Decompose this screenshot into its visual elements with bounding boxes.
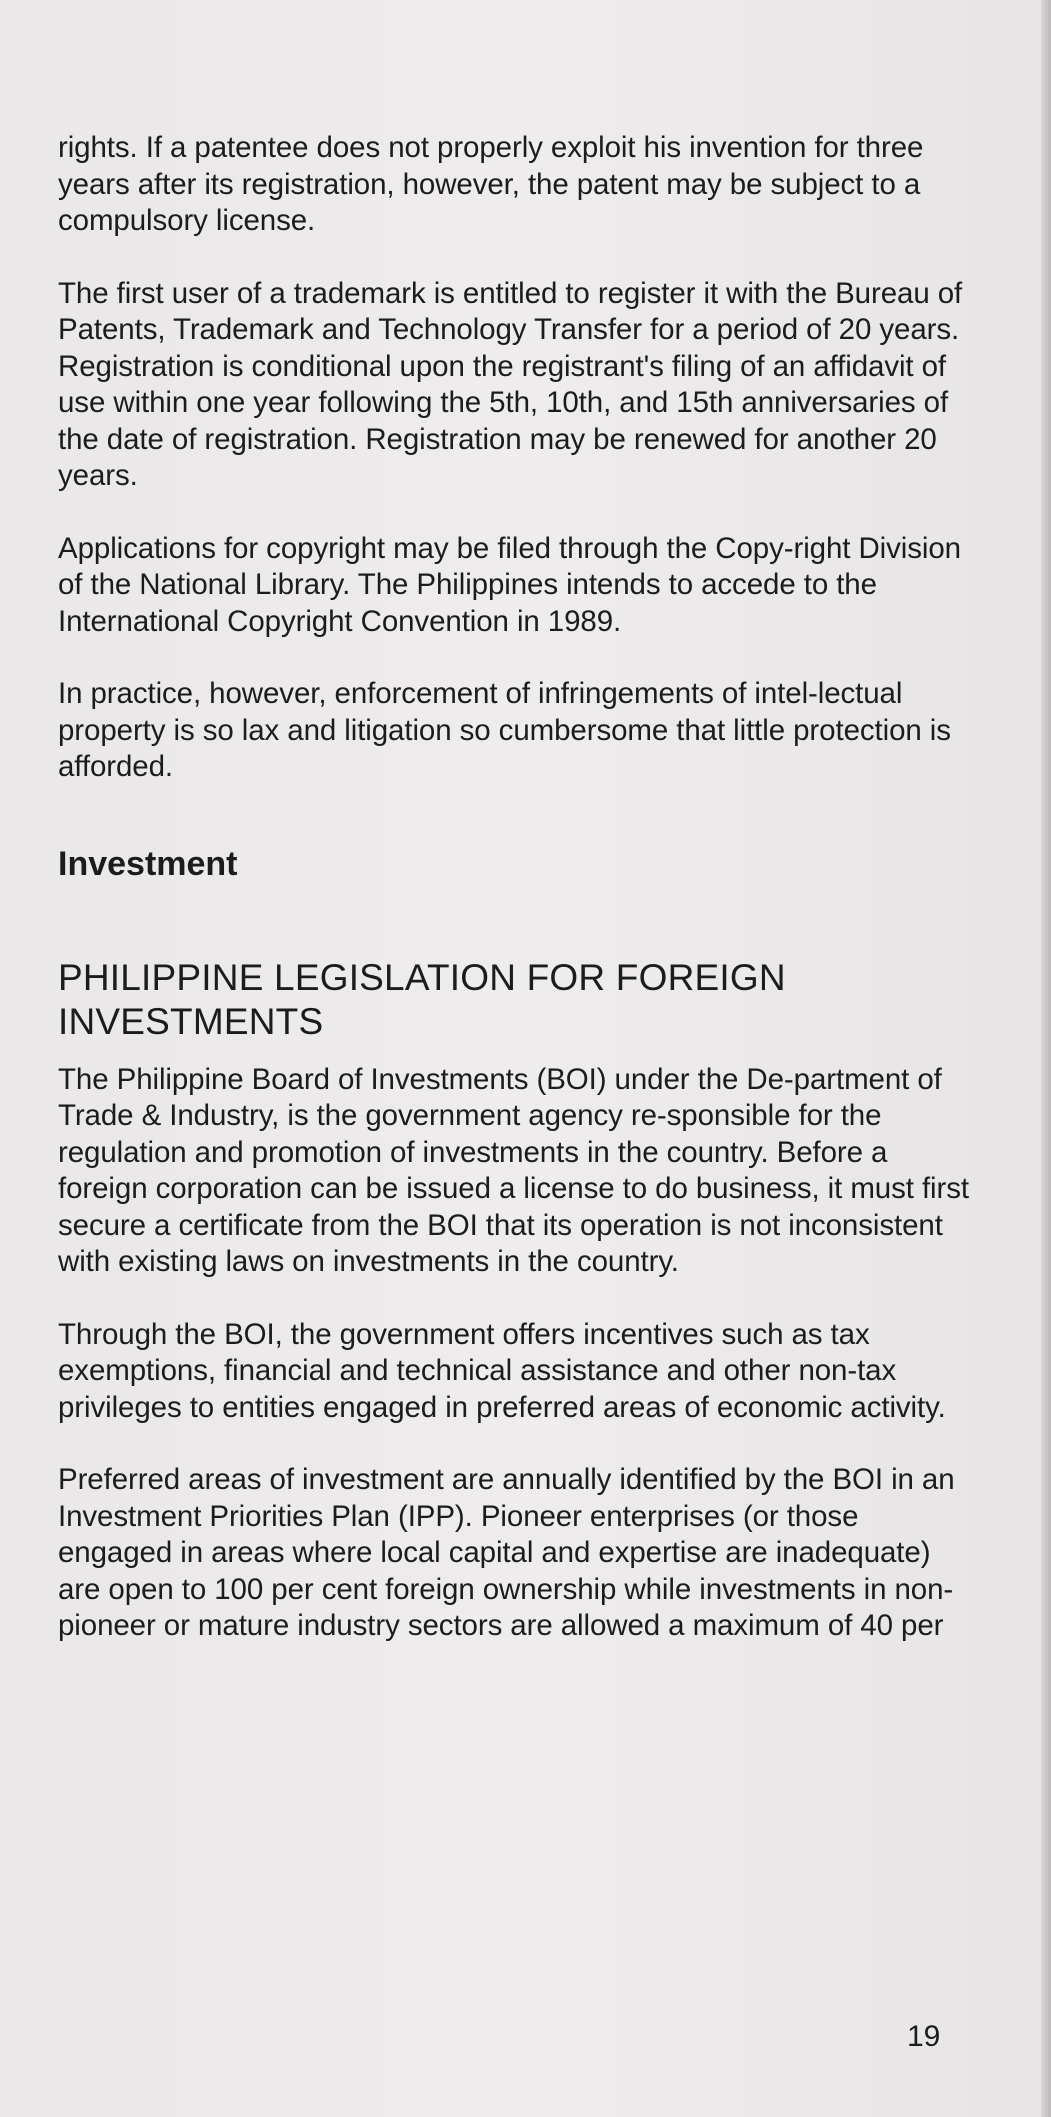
paragraph-enforcement: In practice, however, enforcement of infringements of intel-lectual property is so lax and litigation so cumbersome that little protection is afforded. xyxy=(58,677,951,783)
paragraph-patent-license: rights. If a patentee does not properly exploit his invention for three years after its registration, however, the patent may be subject to a compulsory license. xyxy=(58,131,924,237)
page-spine-edge xyxy=(1041,0,1051,2117)
subsection-heading-legislation: PHILIPPINE LEGISLATION FOR FOREIGN INVESTMENTS xyxy=(58,956,786,1042)
paragraph-incentives: Through the BOI, the government offers incentives such as tax exemptions, financial and technical assistance and other non-tax privileges to entities engaged in preferred areas of economic activity. xyxy=(58,1317,946,1424)
paragraph-boi: The Philippine Board of Investments (BOI) under the De-partment of Trade & Industry, is the government agency re-sponsible for the regulation and promotion of investments in the country. Before a foreign corporation can be issued a license to do business, it must first secure a certificate from the BOI that its operation is not inconsistent with existing laws on investments in the country. xyxy=(58,1062,969,1278)
paragraph-preferred-areas: Preferred areas of investment are annually identified by the BOI in an Investment Priorities Plan (IPP). Pioneer enterprises (or those engaged in areas where local capital and expertise are inadequate) are open to 100 per cent foreign ownership while investments in non-pioneer or mature industry sectors are allowed a maximum of 40 per xyxy=(58,1463,955,1642)
section-heading-investment: Investment xyxy=(58,844,238,883)
page-number: 19 xyxy=(907,2020,941,2053)
paragraph-copyright: Applications for copyright may be filed through the Copy-right Division of the National Library. The Philippines intends to accede to the International Copyright Convention in 1989. xyxy=(58,531,961,638)
paragraph-trademark: The first user of a trademark is entitled to register it with the Bureau of Patents, Trademark and Technology Transfer for a period of 20 years. Registration is conditional upon the registrant's filing of an affidavit of use within one year following the 5th, 10th, and 15th anniversaries of the date of registration. Registration may be renewed for another 20 years. xyxy=(58,276,963,492)
page-content xyxy=(58,130,978,1681)
